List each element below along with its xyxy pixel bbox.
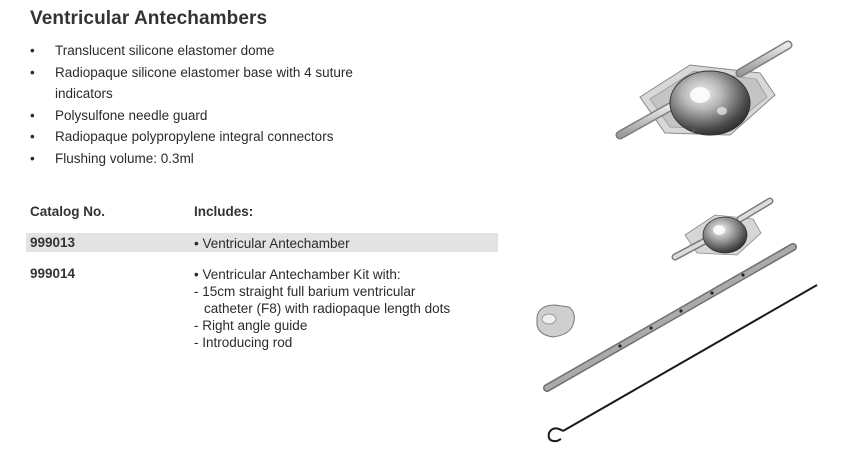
antechamber-small: [675, 201, 770, 257]
feature-item: • Flushing volume: 0.3ml: [30, 150, 194, 166]
catalog-number: 999014: [30, 266, 76, 281]
includes-cell: • Ventricular Antechamber: [194, 236, 350, 251]
feature-item: • Polysulfone needle guard: [30, 107, 208, 123]
includes-cell: • Ventricular Antechamber Kit with: - 15cm straight full barium ventricular catheter (F8) with radiopaque length dots - Right angle guide - Introducing rod: [194, 267, 451, 350]
right-angle-guide: [537, 305, 574, 337]
feature-item: • Translucent silicone elastomer dome: [30, 43, 275, 58]
feature-item: • Radiopaque silicone elastomer base with 4 suture: [30, 64, 353, 80]
antechamber-photo: [610, 35, 810, 150]
ventricular-catheter: [547, 247, 793, 388]
feature-item-continuation: indicators: [55, 86, 113, 101]
catalog-header: Catalog No.: [30, 204, 106, 219]
antechamber-kit-photo: [525, 195, 835, 450]
feature-item: • Radiopaque polypropylene integral connectors: [30, 129, 334, 144]
catalog-number: 999013: [30, 235, 76, 250]
includes-header: Includes:: [194, 204, 254, 219]
page-title: Ventricular Antechambers: [30, 8, 268, 29]
feature-list: [30, 40, 430, 169]
